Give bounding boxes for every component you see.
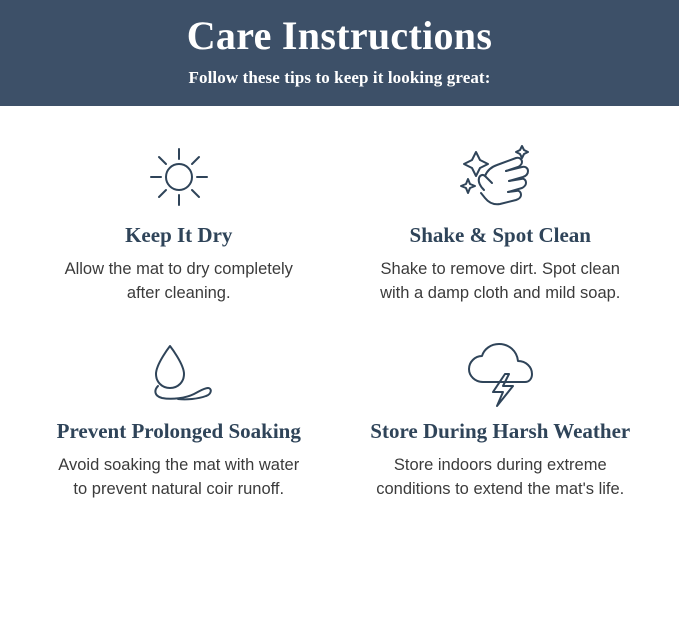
page-title: Care Instructions [186, 13, 493, 58]
tip-title: Prevent Prolonged Soaking [56, 419, 301, 444]
tip-body: Store indoors during extreme conditions to extend the mat's life. [376, 456, 625, 499]
page-subtitle: Follow these tips to keep it looking great: [188, 68, 491, 87]
tip-card-keep-it-dry [18, 106, 340, 306]
header-banner [0, 0, 679, 106]
storm-cloud-lightning-icon [457, 334, 543, 412]
tip-card-store-during-harsh-weather [340, 306, 662, 502]
hand-wiping-sparkle-icon [454, 138, 546, 216]
tip-card-shake-and-spot-clean [340, 106, 662, 306]
tip-body: Avoid soaking the mat with water to prevent natural coir runoff. [58, 456, 300, 499]
tips-grid [0, 106, 679, 502]
sun-icon [139, 138, 219, 216]
tip-body: Shake to remove dirt. Spot clean with a damp cloth and mild soap. [380, 260, 621, 303]
tip-title: Store During Harsh Weather [370, 419, 631, 444]
tip-card-prevent-prolonged-soaking [18, 306, 340, 502]
tip-title: Keep It Dry [125, 223, 233, 247]
water-droplet-puddle-icon [134, 334, 224, 412]
tip-body: Allow the mat to dry completely after cleaning. [64, 260, 293, 303]
tip-title: Shake & Spot Clean [409, 223, 591, 247]
